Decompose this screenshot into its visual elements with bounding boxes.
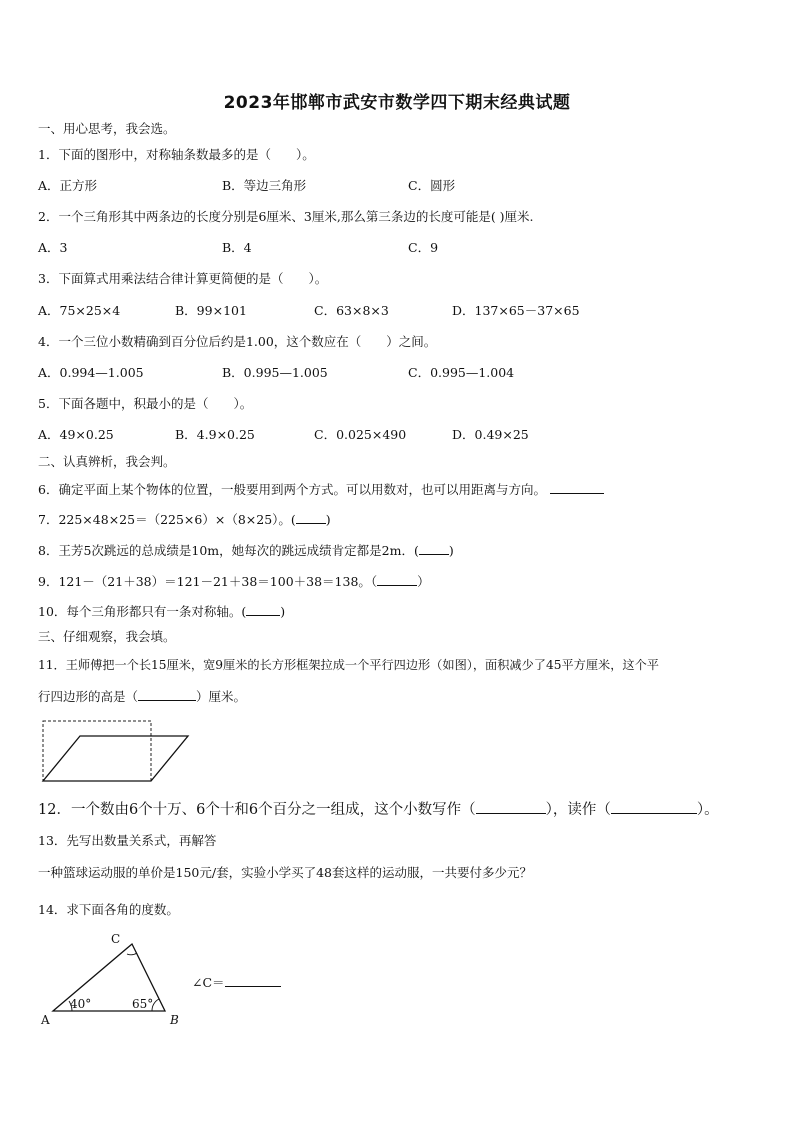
question-14: 14．求下面各角的度数。: [38, 902, 179, 917]
question-12-text-a: 12．一个数由6个十万、6个十和6个百分之一组成，这个小数写作（: [38, 802, 476, 818]
q10-answer-blank[interactable]: [246, 602, 280, 616]
question-14-answer: [192, 973, 281, 992]
question-8: [38, 541, 454, 560]
question-1: 1．下面的图形中，对称轴条数最多的是（ ）。: [38, 147, 315, 162]
q4-option-b[interactable]: B．0.995—1.005: [222, 365, 328, 380]
q3-option-c[interactable]: C．63×8×3: [314, 303, 389, 318]
question-13: 13．先写出数量关系式，再解答: [38, 833, 217, 848]
vertex-b-label: B: [170, 1013, 179, 1027]
question-11-line-2: [38, 687, 246, 706]
q8-answer-blank[interactable]: [419, 541, 449, 555]
q9-close: ）: [417, 574, 430, 589]
question-7: [38, 510, 331, 529]
parallelogram-figure: [40, 718, 192, 784]
angle-c-arc: [127, 953, 137, 955]
question-6-text: 6．确定平面上某个物体的位置，一般要用到两个方式。可以用数对，也可以用距离与方向。: [38, 482, 546, 497]
q3-option-a[interactable]: A．75×25×4: [38, 303, 121, 318]
question-2: 2．一个三角形其中两条边的长度分别是6厘米、3厘米,那么第三条边的长度可能是( )厘米.: [38, 209, 534, 224]
angle-b-label: 65°: [132, 997, 154, 1011]
q1-option-b[interactable]: B．等边三角形: [222, 178, 307, 193]
q10-close: ): [280, 604, 286, 619]
q1-option-a[interactable]: A．正方形: [38, 178, 98, 193]
question-9-text: 9．121－（21＋38）＝121－21＋38＝100＋38＝138。（: [38, 574, 378, 589]
question-12-text-c: ）。: [696, 802, 719, 818]
question-11-text-b: ）厘米。: [196, 689, 247, 704]
section-2-heading: 二、认真辨析，我会判。: [38, 454, 176, 469]
question-10-text: 10．每个三角形都只有一条对称轴。(: [38, 604, 247, 619]
original-rectangle: [43, 721, 151, 781]
parallelogram: [43, 736, 188, 781]
q2-option-a[interactable]: A．3: [38, 240, 68, 255]
question-3: 3．下面算式用乘法结合律计算更简便的是（ ）。: [38, 271, 328, 286]
vertex-a-label: A: [41, 1013, 50, 1027]
q6-answer-blank[interactable]: [550, 480, 604, 494]
q12-read-blank[interactable]: [611, 800, 697, 814]
q9-answer-blank[interactable]: [377, 572, 417, 586]
section-1-heading: 一、用心思考，我会选。: [38, 121, 176, 136]
q2-option-b[interactable]: B．4: [222, 240, 252, 255]
question-11-line-1: 11．王师傅把一个长15厘米，宽9厘米的长方形框架拉成一个平行四边形（如图），面积减少了45平方厘米，这个平: [38, 658, 659, 672]
question-5: 5．下面各题中，积最小的是（ ）。: [38, 396, 253, 411]
q1-option-c[interactable]: C．圆形: [408, 178, 456, 193]
question-4: 4．一个三位小数精确到百分位后约是1.00，这个数应在（ ）之间。: [38, 334, 437, 349]
question-8-text: 8．王芳5次跳远的总成绩是10m，她每次的跳远成绩肯定都是2m．(: [38, 543, 419, 558]
q5-option-d[interactable]: D．0.49×25: [452, 427, 529, 442]
q12-write-blank[interactable]: [476, 800, 546, 814]
q4-option-c[interactable]: C．0.995—1.004: [408, 365, 515, 380]
question-10: [38, 602, 285, 621]
vertex-c-label: C: [111, 932, 121, 946]
angle-c-label: ∠C＝: [192, 975, 225, 990]
q5-option-a[interactable]: A．49×0.25: [38, 427, 114, 442]
triangle-figure: [36, 928, 186, 1028]
question-11-text-a: 行四边形的高是（: [38, 689, 139, 704]
question-9: [38, 572, 430, 591]
q4-option-a[interactable]: A．0.994—1.005: [38, 365, 144, 380]
q3-option-d[interactable]: D．137×65－37×65: [452, 303, 580, 318]
question-7-text: 7．225×48×25＝（225×6）×（8×25）。(: [38, 512, 296, 527]
page-title: 2023年邯郸市武安市数学四下期末经典试题: [223, 93, 571, 113]
q2-option-c[interactable]: C．9: [408, 240, 439, 255]
question-6: [38, 480, 604, 499]
q14-answer-blank[interactable]: [225, 973, 281, 987]
angle-a-label: 40°: [70, 997, 92, 1011]
q7-close: ): [325, 512, 331, 527]
question-13-body: 一种篮球运动服的单价是150元/套，实验小学买了48套这样的运动服，一共要付多少元？: [38, 865, 532, 880]
q7-answer-blank[interactable]: [296, 510, 326, 524]
section-3-heading: 三、仔细观察，我会填。: [38, 629, 176, 644]
q5-option-c[interactable]: C．0.025×490: [314, 427, 407, 442]
q3-option-b[interactable]: B．99×101: [175, 303, 247, 318]
q11-answer-blank[interactable]: [138, 687, 196, 701]
q8-close: ): [448, 543, 454, 558]
q5-option-b[interactable]: B．4.9×0.25: [175, 427, 255, 442]
question-12-text-b: ），读作（: [545, 802, 611, 818]
question-12: [38, 800, 719, 819]
